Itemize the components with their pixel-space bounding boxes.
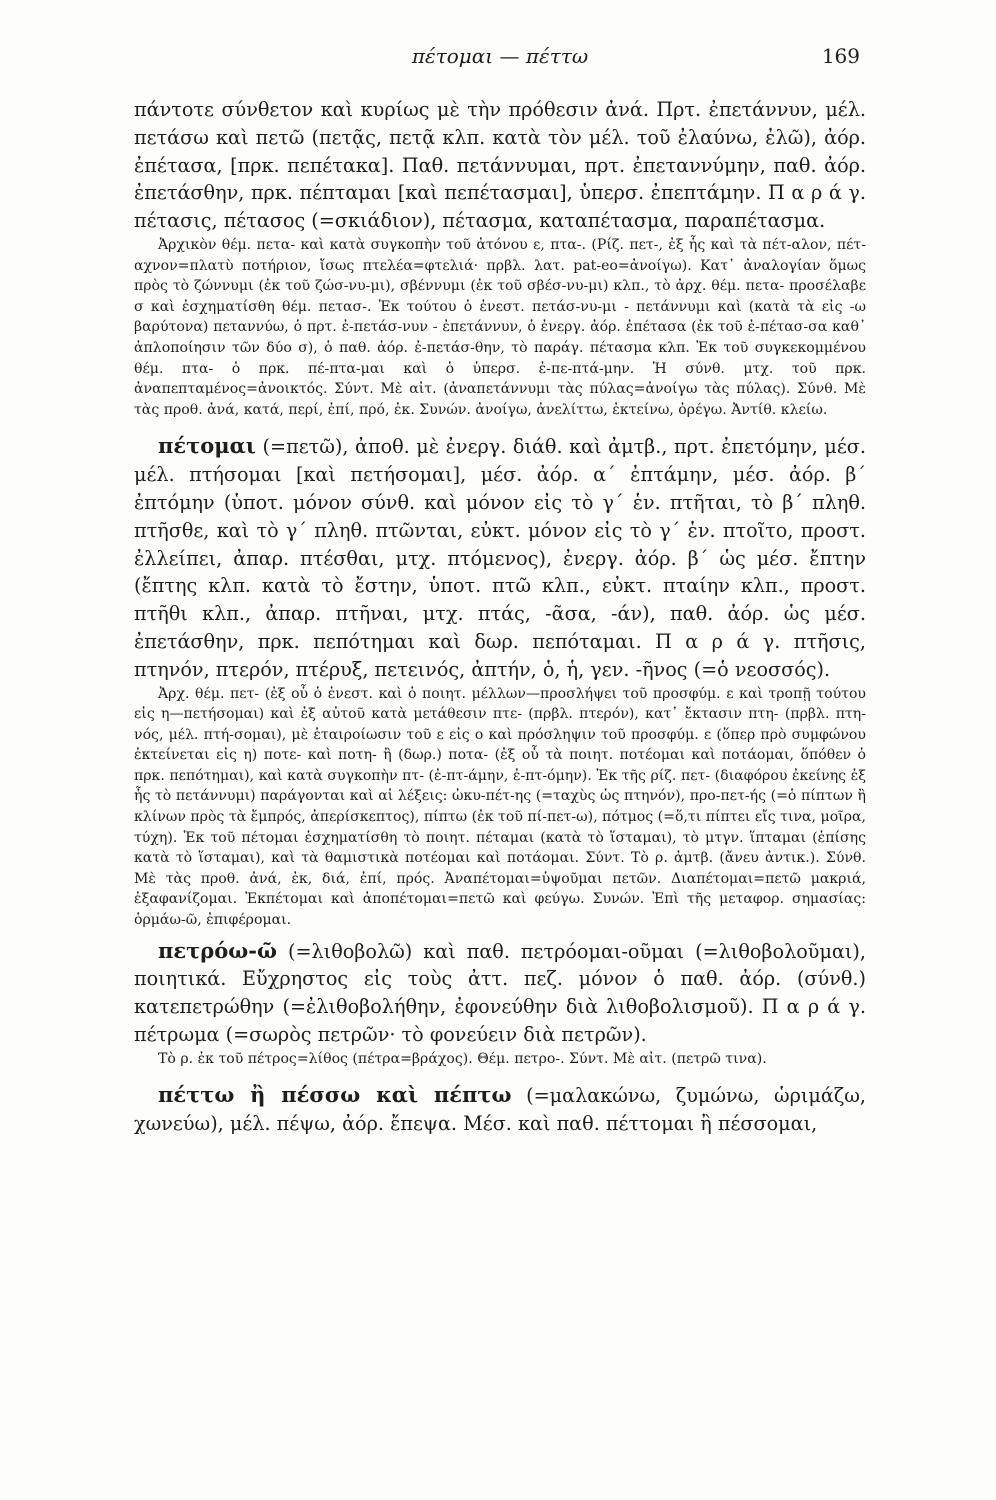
page-number: 169 <box>821 44 860 68</box>
entry-petomai-body: (=πετῶ), ἀποθ. μὲ ἐνεργ. διάθ. καὶ ἀμτβ., πρτ. ἐπετόμην, μέσ. μέλ. πτήσομαι [καὶ πετήσομαι], μέσ. ἀόρ. α´ ἐπτάμην, μέσ. ἀόρ. β´ ἐπτόμην (ὑποτ. μόνον σύνθ. καὶ μόνον εἰς τὸ γ´ ἑν. πτῆται, τὸ β´ πληθ. πτῆσθε, καὶ τὸ γ´ πληθ. πτῶνται, εὐκτ. μόνον εἰς τὸ γ´ ἑν. πτοῖτο, προστ. ἐλλείπει, ἀπαρ. πτέσθαι, μτχ. πτόμενος), ἐνεργ. ἀόρ. β´ ὡς μέσ. ἔπτην (ἔπτης κλπ. κατὰ τὸ ἔστην, ὑποτ. πτῶ κλπ., εὐκτ. πταίην κλπ., προστ. πτῆθι κλπ., ἀπαρ. πτῆναι, μτχ. πτάς, -ᾶσα, -άν), παθ. ἀόρ. ὡς μέσ. ἐπετάσθην, πρκ. πεπότημαι καὶ δωρ. πεπόταμαι. Π α ρ ά γ. πτῆσις, πτηνόν, πτερόν, πτέρυξ, πετεινός, ἀπτήν, ὁ, ἡ, γεν. -ῆνος (=ὁ νεοσσός). <box>134 435 866 681</box>
etymology-note-petroo: Τὸ ρ. ἐκ τοῦ πέτρος=λίθος (πέτρα=βράχος). Θέμ. πετρο-. Σύντ. Μὲ αἰτ. (πετρῶ τινα). <box>158 1050 767 1067</box>
headword-petomai: πέτομαι <box>158 433 256 459</box>
spacer <box>134 1069 866 1081</box>
running-title: πέτομαι — πέττω <box>411 44 589 68</box>
entry-text <box>134 96 866 1138</box>
entry-petroo-body: (=λιθοβολῶ) καὶ παθ. πετρόομαι-οῦμαι (=λιθοβολοῦμαι), ποιητικά. Εὔχρηστος εἰς τοὺς ἀττ. πεζ. μόνον ὁ παθ. ἀόρ. (σύνθ.) κατεπετρώθην (=ἐλιθοβολήθην, ἐφονεύθην διὰ λιθοβολισμοῦ). Π α ρ ά γ. πέτρωμα (=σωρὸς πετρῶν· τὸ φονεύειν διὰ πετρῶν). <box>134 939 866 1047</box>
spacer <box>134 420 866 432</box>
entry-continuation-paragraph: πάντοτε σύνθετον καὶ κυρίως μὲ τὴν πρόθεσιν ἀνά. Πρτ. ἐπετάννυν, μέλ. πετάσω καὶ πετῶ (πετᾷς, πετᾷ κλπ. κατὰ τὸν μέλ. τοῦ ἐλαύνω, ἐλῶ), ἀόρ. ἐπέτασα, [πρκ. πεπέτακα]. Παθ. πετάννυμαι, πρτ. ἐπεταννύμην, παθ. ἀόρ. ἐπετάσθην, πρκ. πέπταμαι [καὶ πεπέτασμαι], ὑπερσ. ἐπεπτάμην. Π α ρ ά γ. πέτασις, πέτασος (=σκιάδιον), πέτασμα, καταπέτασμα, παραπέτασμα. <box>134 98 866 233</box>
entry-petomai <box>134 432 866 683</box>
headword-petto: πέττω ἢ πέσσω καὶ πέπτω <box>158 1082 512 1108</box>
entry-petroo <box>134 937 866 1049</box>
headword-petroo: πετρόω-ῶ <box>158 937 277 963</box>
etymology-note-petomai: Ἀρχ. θέμ. πετ- (ἐξ οὗ ὁ ἐνεστ. καὶ ὁ ποιητ. μέλλων—προσλήψει τοῦ προσφύμ. ε καὶ τροπῇ τούτου εἰς η—πετήσομαι) καὶ ἐξ αὐτοῦ κατὰ μετάθεσιν πτε- (πρβλ. πτερόν), κατ᾽ ἔκτασιν πτη- (πρβλ. πτη-νός, μέλ. πτή-σομαι), μὲ ἑταιροίωσιν τοῦ ε εἰς ο καὶ πρόσληψιν τοῦ προσφύμ. ε (ὅπερ πρὸ συμφώνου ἐκτείνεται εἰς η) ποτε- καὶ ποτη- ἢ (δωρ.) ποτα- (ἐξ οὗ τὰ ποιητ. ποτέομαι καὶ ποτάομαι, ὅπόθεν ὁ πρκ. πεπότημαι), καὶ κατὰ συγκοπὴν πτ- (ἐ-πτ-άμην, ἐ-πτ-όμην). Ἐκ τῆς ρίζ. πετ- (διαφόρου ἐκείνης ἐξ ἧς τὸ πετάννυμι) παράγονται καὶ αἱ λέξεις: ὠκυ-πέτ-ης (=ταχὺς ὡς πτηνόν), προ-πετ-ής (=ὁ πίπτων ἢ κλίνων πρὸς τὰ ἔμπρός, ἀπερίσκεπτος), πίπτω (ἐκ τοῦ πί-πετ-ω), πότμος (=ὅ,τι πίπτει εἴς τινα, μοῖρα, τύχη). Ἐκ τοῦ πέτομαι ἐσχηματίσθη τὸ ποιητ. πέταμαι (κατὰ τὸ ἵσταμαι), τὸ μτγν. ἵπταμαι (ἐπίσης κατὰ τὸ ἵσταμαι), καὶ τὰ θαμιστικὰ ποτέομαι καὶ ποτάομαι. Σύντ. Τὸ ρ. ἀμτβ. (ἄνευ ἀντικ.). Σύνθ. Μὲ τὰς προθ. ἀνά, ἐκ, διά, ἐπί, πρός. Ἀναπέτομαι=ὑψοῦμαι πετῶν. Διαπέτομαι=πετῶ μακριά, ἐξαφανίζομαι. Ἐκπέτομαι καὶ ἀποπέτομαι=πετῶ καὶ φεύγω. Συνών. Ἐπὶ τῆς μεταφορ. σημασίας: ὁρμάω-ῶ, ἐπιφέρομαι. <box>134 685 866 929</box>
entry-petto <box>134 1081 866 1138</box>
etymology-note-petannymi: Ἀρχικὸν θέμ. πετα- καὶ κατὰ συγκοπὴν τοῦ ἀτόνου ε, πτα-. (Ρίζ. πετ-, ἐξ ἧς καὶ τὰ πέτ-αλον, πέτ-αχνον=πλατὺ ποτήριον, ἴσως πτελέα=φτελιά· πρβλ. λατ. pat-eo=ἀνοίγω). Κατ᾽ ἀναλογίαν ὅμως πρὸς τὸ ζώννυμι (ἐκ τοῦ ζώσ-νυ-μι), σβέννυμι (ἐκ τοῦ σβέσ-νυ-μι) κλπ., τὸ ἀρχ. θέμ. πετα- προσέλαβε σ καὶ ἐσχηματίσθη θέμ. πετασ-. Ἐκ τούτου ὁ ἐνεστ. πετάσ-νυ-μι - πετάννυμι καὶ (κατὰ τὰ εἰς -ω βαρύτονα) πεταννύω, ὁ πρτ. ἐ-πετάσ-νυν - ἐπετάννυν, ὁ ἐνεργ. ἀόρ. ἐπέτασα (ἐκ τοῦ ἐ-πέτασ-σα καθ᾽ ἁπλοποίησιν τῶν δύο σ), ὁ παθ. ἀόρ. ἐ-πετάσ-θην, τὸ παράγ. πέτασμα κλπ. Ἐκ τοῦ συγκεκομμένου θέμ. πτα- ὁ πρκ. πέ-πτα-μαι καὶ ὁ ὑπερσ. ἐ-πε-πτά-μην. Ἡ σύνθ. μτχ. τοῦ πρκ. ἀναπεπταμένος=ἀνοικτός. Σύντ. Μὲ αἰτ. (ἀναπετάννυμι τὰς πύλας=ἀνοίγω τὰς πύλας). Σύνθ. Μὲ τὰς προθ. ἀνά, κατά, περί, ἐπί, πρό, ἐκ. Συνών. ἀνοίγω, ἀνελίττω, ἐκτείνω, ὀρέγω. Ἀντίθ. κλείω. <box>134 236 866 418</box>
entry-petto-body: (=μαλακώνω, ζυμώνω, ὡριμάζω, χωνεύω), μέλ. πέψω, ἀόρ. ἔπεψα. Μέσ. καὶ παθ. πέττομαι ἢ πέσσομαι, <box>134 1084 866 1136</box>
running-head <box>150 44 870 74</box>
